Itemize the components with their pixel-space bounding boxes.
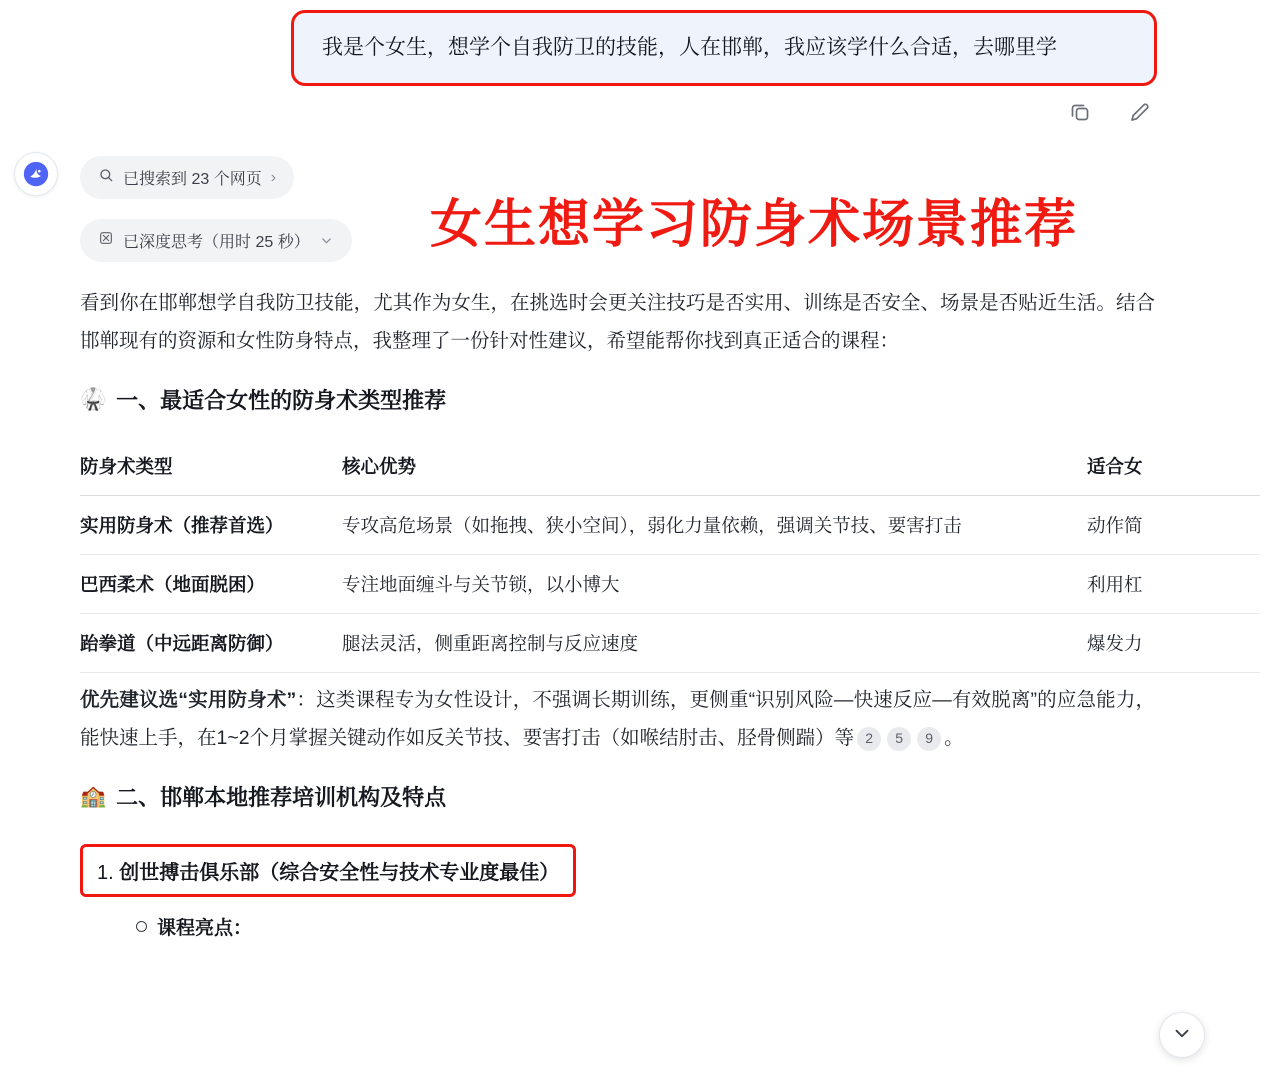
search-status-label: 已搜索到 23 个网页 [123,171,262,188]
cell-advantage: 腿法灵活，侧重距离控制与反应速度 [342,614,1087,673]
user-message-bubble: 我是个女生，想学个自我防卫的技能，人在邯郸，我应该学什么合适，去哪里学 [291,10,1157,86]
table-row [80,496,1260,555]
column-header-type: 防身术类型 [80,437,342,496]
table-row [80,555,1260,614]
citation-badge[interactable]: 5 [887,727,911,751]
cell-type: 实用防身术（推荐首选） [80,496,342,555]
table-header-row [80,437,1260,496]
thinking-status-pill[interactable] [80,219,352,262]
assistant-avatar [14,152,58,196]
cell-advantage: 专攻高危场景（如拖拽、狭小空间），弱化力量依赖，强调关节技、要害打击 [342,496,1087,555]
cell-suitability: 动作简 [1087,496,1260,555]
highlighted-list-item [80,844,576,897]
copy-icon[interactable] [1063,95,1097,129]
section-heading-2 [80,781,1155,812]
column-header-advantage: 核心优势 [342,437,1087,496]
cell-suitability: 利用杠 [1087,555,1260,614]
scroll-down-button[interactable] [1159,1012,1205,1058]
section-heading-2-label: 二、邯郸本地推荐培训机构及特点 [116,785,447,811]
table-row [80,614,1260,673]
advice-lead: 优先建议选“实用防身术” [80,689,297,712]
chevron-right-icon: › [270,168,277,186]
sub-bullet-label: 课程亮点： [157,918,253,940]
search-status-pill[interactable] [80,156,294,199]
advice-paragraph [80,681,1155,757]
self-defense-types-table [80,437,1260,673]
bullet-circle-icon [136,921,147,932]
intro-paragraph: 看到你在邯郸想学自我防卫技能，尤其作为女生，在挑选时会更关注技巧是否实用、训练是否安全、场景是否贴近生活。结合邯郸现有的资源和女性防身特点，我整理了一份针对性建议，希望能帮你找到真正适合的课程： [80,292,1155,353]
message-action-bar [1063,95,1157,129]
page-title: 女生想学习防身术场景推荐 [430,197,1079,254]
cell-type: 巴西柔术（地面脱困） [80,555,342,614]
cell-suitability: 爆发力 [1087,614,1260,673]
chevron-down-icon [1171,1022,1193,1049]
thinking-icon [98,230,114,251]
edit-icon[interactable] [1123,95,1157,129]
advice-body-end: 。 [944,727,964,750]
citation-badge[interactable]: 9 [917,727,941,751]
martial-arts-icon: 🥋 [80,387,107,411]
advice-body: ：这类课程专为女性设计，不强调长期训练，更侧重“识别风险—快速反应—有效脱离”的应急能力，能快速上手，在1~2个月掌握关键动作如反关节技、要害打击（如喉结肘击、胫骨侧踹）等 [80,689,1155,750]
answer-body [80,284,1155,940]
list-item-number: 1. [97,862,114,885]
cell-type: 跆拳道（中远距离防御） [80,614,342,673]
list-item [136,913,1155,940]
school-building-icon: 🏫 [80,784,107,808]
section-heading-1 [80,384,1155,415]
thinking-status-label: 已深度思考（用时 25 秒） [123,234,310,251]
section-heading-1-label: 一、最适合女性的防身术类型推荐 [116,388,447,414]
citation-badge[interactable]: 2 [857,727,881,751]
list-item-label: 创世搏击俱乐部（综合安全性与技术专业度最佳） [119,862,560,885]
chevron-down-icon[interactable] [319,233,334,248]
cell-advantage: 专注地面缠斗与关节锁，以小博大 [342,555,1087,614]
column-header-suitability: 适合女 [1087,437,1260,496]
user-message-container [291,10,1157,86]
search-icon [98,167,114,188]
